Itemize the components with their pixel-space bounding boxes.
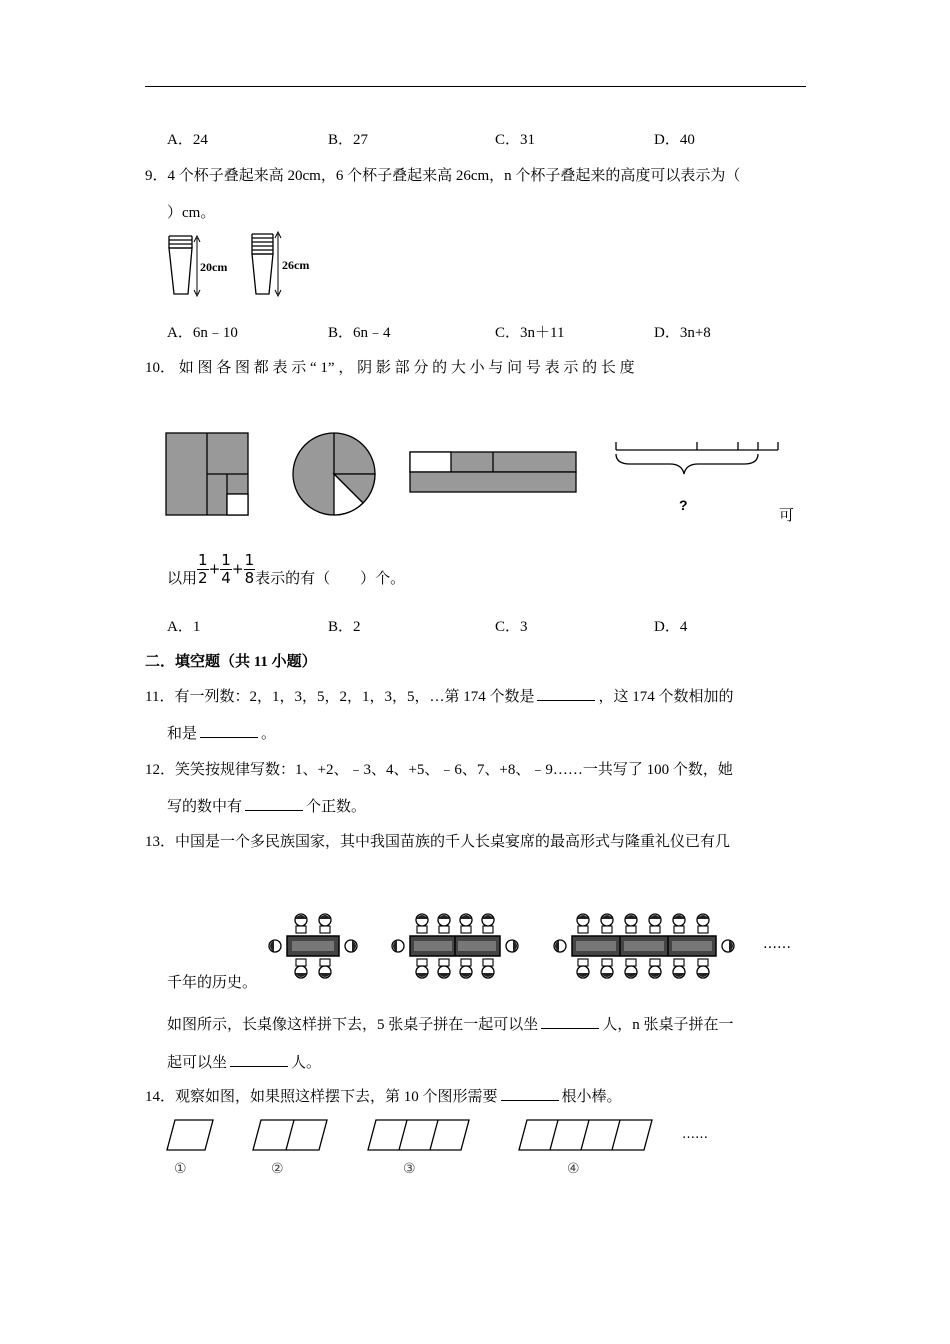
q13-question-line1: 13．中国是一个多民族国家，其中我国苗族的千人长桌宴席的最高形式与隆重礼仪已有几 bbox=[145, 834, 731, 850]
q11-text-b: ，这 174 个数相加的 bbox=[598, 689, 734, 705]
q10-line2-suffix: 表示的有（ ）个。 bbox=[255, 570, 406, 587]
q13-question-line3 bbox=[167, 1013, 734, 1034]
q10-option-b: B．2 bbox=[328, 619, 361, 635]
q9-option-d: D．3n+8 bbox=[654, 325, 711, 341]
table-group-3 bbox=[554, 914, 734, 978]
figure-label-3: ③ bbox=[403, 1161, 416, 1177]
q10-line2-prefix: 以用 bbox=[167, 570, 198, 587]
section-title: 二．填空题（共 11 小题） bbox=[145, 654, 317, 670]
square-figure bbox=[166, 433, 248, 515]
table-group-2 bbox=[392, 914, 518, 978]
fraction-half: $\frac{1}{2}$ bbox=[198, 551, 208, 587]
q13-text-a: 如图所示，长桌像这样拼下去，5 张桌子拼在一起可以坐 bbox=[167, 1017, 539, 1033]
q14-question-line1 bbox=[145, 1085, 622, 1106]
q14-text-b: 根小棒。 bbox=[561, 1089, 622, 1105]
q9-label-left: 20cm bbox=[200, 260, 228, 274]
header-rule bbox=[145, 86, 806, 87]
figure-3 bbox=[368, 1120, 469, 1150]
figure-4 bbox=[519, 1120, 652, 1150]
q9-option-c: C．3n＋11 bbox=[495, 325, 565, 341]
q9-option-a: A．6n﹣10 bbox=[167, 325, 238, 341]
q11-text-c: 和是 bbox=[167, 726, 198, 742]
q13-question-line4 bbox=[167, 1051, 321, 1072]
table-group-1 bbox=[269, 914, 357, 978]
q13-text-d: 人。 bbox=[291, 1055, 322, 1071]
q9-option-b: B．6n﹣4 bbox=[328, 325, 391, 341]
cup-stack-left bbox=[169, 236, 192, 294]
q14-text-a: 14．观察如图，如果照这样摆下去，第 10 个图形需要 bbox=[145, 1089, 498, 1105]
q13-ellipsis: …… bbox=[763, 936, 791, 952]
q13-answer-blank-2[interactable] bbox=[230, 1052, 288, 1067]
q12-question-line1: 12．笑笑按规律写数：1、+2、﹣3、4、+5、﹣6、7、+8、﹣9……一共写了 100 个数，她 bbox=[145, 762, 733, 778]
q11-question-line1 bbox=[145, 685, 733, 706]
q8-option-c: C．31 bbox=[495, 132, 536, 148]
figure-1 bbox=[167, 1120, 213, 1150]
q10-line1-trail: 可 bbox=[779, 508, 795, 524]
q9-question-line2: ）cm。 bbox=[167, 205, 216, 221]
q11-answer-blank-2[interactable] bbox=[200, 723, 258, 738]
q10-question-line2 bbox=[167, 552, 405, 588]
q12-text-b: 个正数。 bbox=[306, 799, 367, 815]
plus-sign: + bbox=[231, 561, 244, 578]
strip-figure bbox=[410, 452, 576, 492]
q8-option-b: B．27 bbox=[328, 132, 369, 148]
q11-answer-blank-1[interactable] bbox=[537, 686, 595, 701]
q14-parallelogram-figures bbox=[160, 1116, 740, 1180]
q14-answer-blank[interactable] bbox=[501, 1086, 559, 1101]
fraction-eighth: $\frac{1}{8}$ bbox=[244, 551, 255, 587]
q10-option-c: C．3 bbox=[495, 619, 528, 635]
segment-figure bbox=[616, 442, 778, 474]
cup-stack-right bbox=[252, 234, 273, 294]
q13-tables-figure bbox=[265, 910, 805, 984]
figure-2 bbox=[253, 1120, 327, 1150]
q10-option-a: A．1 bbox=[167, 619, 201, 635]
arrow-right bbox=[275, 232, 281, 296]
figure-label-1: ① bbox=[174, 1161, 187, 1177]
fraction-quarter: $\frac{1}{4}$ bbox=[221, 551, 231, 587]
circle-figure bbox=[293, 433, 375, 515]
q12-text-a: 写的数中有 bbox=[167, 799, 243, 815]
q11-question-line2 bbox=[167, 722, 276, 743]
q10-question-line1: 10． 如 图 各 图 都 表 示 “ 1” ， 阴 影 部 分 的 大 小 与 问 号 表 示 的 长 度 bbox=[145, 360, 635, 376]
q8-option-a: A．24 bbox=[167, 132, 208, 148]
q9-cups-figure bbox=[166, 232, 326, 300]
q12-answer-blank[interactable] bbox=[245, 796, 303, 811]
q13-text-c: 起可以坐 bbox=[167, 1055, 228, 1071]
q12-question-line2 bbox=[167, 795, 366, 816]
q9-label-right: 26cm bbox=[282, 258, 310, 272]
plus-sign: + bbox=[208, 561, 221, 578]
q10-option-d: D．4 bbox=[654, 619, 688, 635]
q13-text-b: 人，n 张桌子拼在一 bbox=[602, 1017, 734, 1033]
q13-question-line2: 千年的历史。 bbox=[167, 975, 258, 991]
q11-text-d: 。 bbox=[261, 726, 277, 742]
q14-ellipsis: …… bbox=[682, 1127, 708, 1142]
q10-question-mark: ? bbox=[679, 497, 688, 513]
q9-question-line1: 9．4 个杯子叠起来高 20cm，6 个杯子叠起来高 26cm，n 个杯子叠起来的高度可以表示为（ bbox=[145, 168, 741, 184]
q10-figures bbox=[160, 428, 790, 528]
figure-label-2: ② bbox=[271, 1161, 284, 1177]
q8-option-d: D．40 bbox=[654, 132, 695, 148]
q13-answer-blank-1[interactable] bbox=[541, 1014, 599, 1029]
q11-text-a: 11．有一列数：2，1，3，5，2，1，3，5，…第 174 个数是 bbox=[145, 689, 535, 705]
figure-label-4: ④ bbox=[567, 1161, 580, 1177]
